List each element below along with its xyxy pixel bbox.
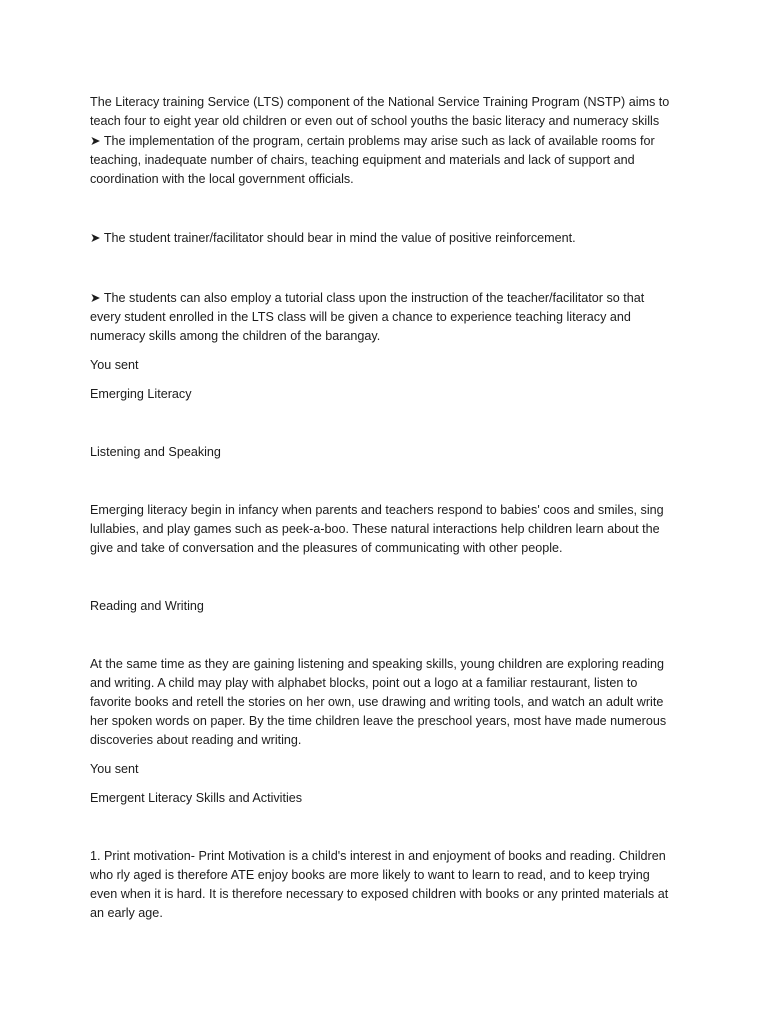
reading-paragraph-line-5: discoveries about reading and writing. <box>90 733 302 747</box>
heading-emerging-literacy: Emerging Literacy <box>90 387 192 401</box>
emerging-paragraph-line-3: give and take of conversation and the pleasures of communicating with other people. <box>90 541 563 555</box>
emerging-paragraph-line-2: lullabies, and play games such as peek-a-boo. These natural interactions help children learn about the <box>90 522 660 536</box>
bullet-tutorial-line-1: ➤ The students can also employ a tutorial class upon the instruction of the teacher/facilitator so that <box>90 291 645 305</box>
print-motivation-line-2: who rly aged is therefore ATE enjoy books are more likely to want to learn to read, and to keep trying <box>90 868 650 882</box>
print-motivation-line-4: an early age. <box>90 906 163 920</box>
reading-paragraph-line-1: At the same time as they are gaining listening and speaking skills, young children are exploring reading <box>90 657 665 671</box>
heading-listening-speaking: Listening and Speaking <box>90 445 221 459</box>
bullet-tutorial-line-2: every student enrolled in the LTS class will be given a chance to experience teaching literacy and <box>90 310 631 324</box>
reading-paragraph-line-2: and writing. A child may play with alphabet blocks, point out a logo at a familiar restaurant, listen to <box>90 676 638 690</box>
intro-line-1: The Literacy training Service (LTS) component of the National Service Training Program (NSTP) aims to <box>90 95 670 109</box>
heading-emergent-skills: Emergent Literacy Skills and Activities <box>90 791 303 805</box>
reading-paragraph-line-4: her spoken words on paper. By the time children leave the preschool years, most have made numerous <box>90 714 667 728</box>
reading-paragraph-line-3: favorite books and retell the stories on her own, use drawing and writing tools, and watch an adult write <box>90 695 664 709</box>
heading-reading-writing: Reading and Writing <box>90 599 204 613</box>
print-motivation-line-3: even when it is hard. It is therefore necessary to exposed children with books or any printed materials at <box>90 887 669 901</box>
bullet-implementation-line-2: teaching, inadequate number of chairs, teaching equipment and materials and lack of support and <box>90 153 635 167</box>
bullet-tutorial-line-3: numeracy skills among the children of the barangay. <box>90 329 381 343</box>
bullet-implementation-line-3: coordination with the local government officials. <box>90 172 354 186</box>
print-motivation-line-1: 1. Print motivation- Print Motivation is a child's interest in and enjoyment of books and reading. Children <box>90 849 666 863</box>
you-sent-label-2: You sent <box>90 762 139 776</box>
intro-line-2: teach four to eight year old children or even out of school youths the basic literacy and numeracy skills <box>90 114 660 128</box>
emerging-paragraph-line-1: Emerging literacy begin in infancy when parents and teachers respond to babies' coos and smiles, sing <box>90 503 664 517</box>
bullet-implementation-line-1: ➤ The implementation of the program, certain problems may arise such as lack of available rooms for <box>90 134 655 148</box>
you-sent-label-1: You sent <box>90 358 139 372</box>
bullet-reinforcement-line: ➤ The student trainer/facilitator should bear in mind the value of positive reinforcement. <box>90 231 576 245</box>
